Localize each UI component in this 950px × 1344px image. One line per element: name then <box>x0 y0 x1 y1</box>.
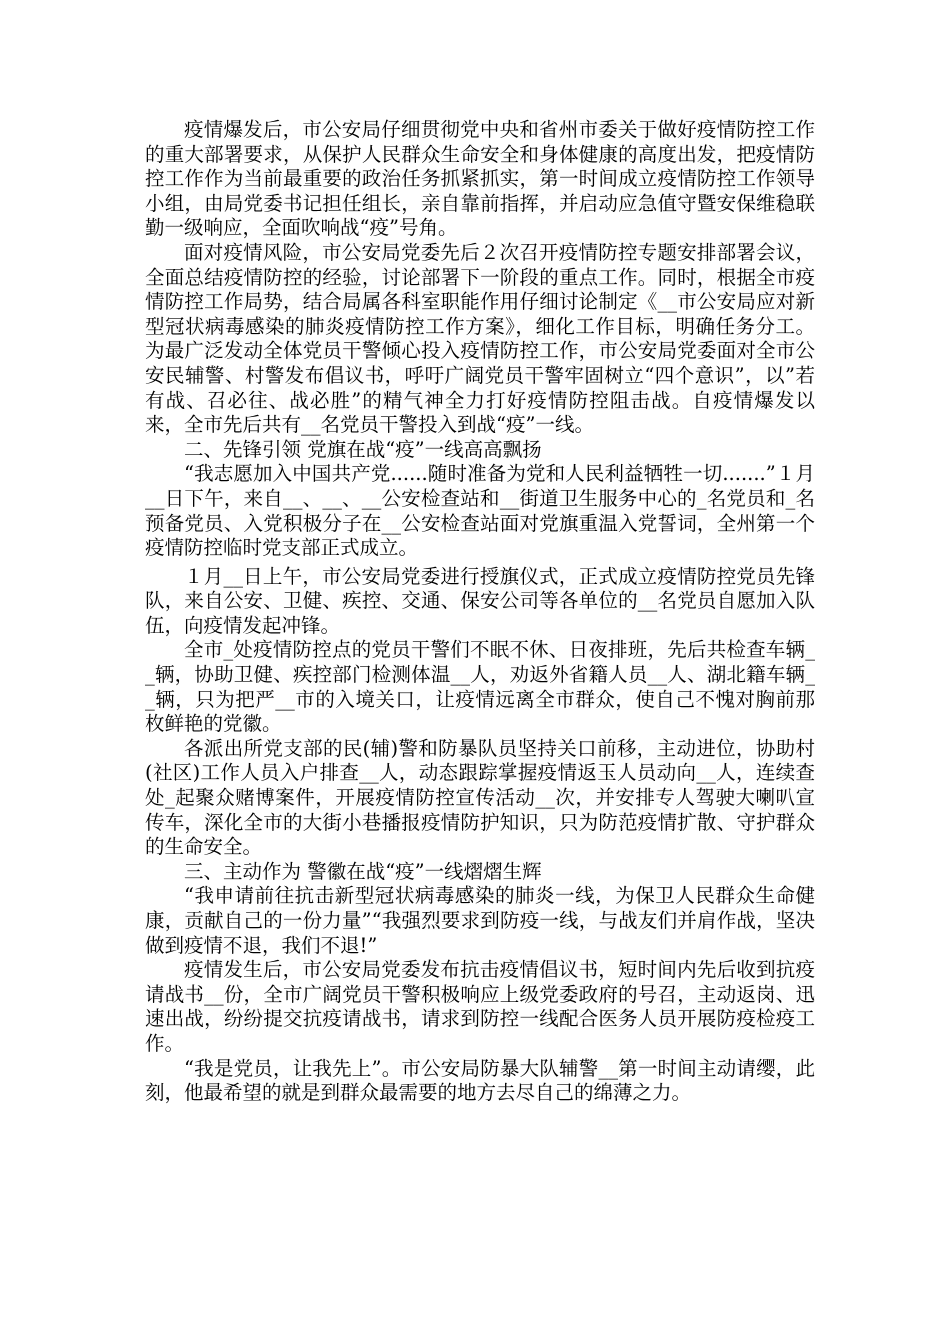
document-body <box>145 118 815 1106</box>
paragraph-petitions: 疫情发生后，市公安局党委发布抗击疫情倡议书，短时间内先后收到抗疫请战书__份，全市广阔党员干警积极响应上级党委政府的号召，主动返岗、迅速出战，纷纷提交抗疫请战书，请求到防控一线配合医务人员开展防疫检疫工作。 <box>145 958 815 1055</box>
paragraph-outbreak-response: 疫情爆发后，市公安局仔细贯彻党中央和省州市委关于做好疫情防控工作的重大部署要求，从保护人民群众生命安全和身体健康的高度出发，把疫情防控工作作为当前最重要的政治任务抓紧抓实，第一时间成立疫情防控工作领导小组，由局党委书记担任组长，亲自靠前指挥，并启动应急值守暨安保维稳联勤一级响应，全面吹响战“疫”号角。 <box>145 118 815 240</box>
paragraph-police-stations: 各派出所党支部的民(辅)警和防暴队员坚持关口前移，主动进位，协助村(社区)工作人员入户排查__人，动态跟踪掌握疫情返玉人员动向__人，连续查处_起聚众赌博案件，开展疫情防控宣传活动__次，并安排专人驾驶大喇叭宣传车，深化全市的大街小巷播报疫情防护知识，只为防范疫情扩散、守护群众的生命安全。 <box>145 736 815 859</box>
paragraph-auxiliary-police: “我是党员，让我先上”。市公安局防暴大队辅警__第一时间主动请缨，此刻，他最希望的就是到群众最需要的地方去尽自己的绵薄之力。 <box>145 1056 815 1105</box>
paragraph-checkpoints: 全市_处疫情防控点的党员干警们不眠不休、日夜排班，先后共检查车辆__辆，协助卫健、疾控部门检测体温__人，劝返外省籍人员__人、湖北籍车辆__辆，只为把严__市的入境关口，让疫情远离全市群众，使自己不愧对胸前那枚鲜艳的党徽。 <box>145 638 815 736</box>
section-heading-3: 三、主动作为 警徽在战“疫”一线熠熠生辉 <box>184 859 542 883</box>
section-heading-2: 二、先锋引领 党旗在战“疫”一线高高飘扬 <box>184 437 542 461</box>
paragraph-volunteer-quote: “我申请前往抗击新型冠状病毒感染的肺炎一线，为保卫人民群众生命健康，贡献自己的一份力量”“我强烈要求到防疫一线，与战友们并肩作战，坚决做到疫情不退，我们不退!” <box>145 884 815 957</box>
paragraph-party-oath: “我志愿加入中国共产党......随时准备为党和人民利益牺牲一切.......”１月__日下午，来自__、__、__公安检查站和__街道卫生服务中心的_名党员和_名预备党员、入党积极分子在__公安检查站面对党旗重温入党誓词，全州第一个疫情防控临时党支部正式成立。 <box>145 462 815 560</box>
paragraph-flag-ceremony: １月__日上午，市公安局党委进行授旗仪式，正式成立疫情防控党员先锋队，来自公安、卫健、疾控、交通、保安公司等各单位的__名党员自愿加入队伍，向疫情发起冲锋。 <box>145 564 815 637</box>
paragraph-risk-deployment: 面对疫情风险，市公安局党委先后２次召开疫情防控专题安排部署会议，全面总结疫情防控的经验，讨论部署下一阶段的重点工作。同时，根据全市疫情防控工作局势，结合局属各科室职能作用仔细讨论制定《__市公安局应对新型冠状病毒感染的肺炎疫情防控工作方案》，细化工作目标，明确任务分工。为最广泛发动全体党员干警倾心投入疫情防控工作，市公安局党委面对全市公安民辅警、村警发布倡议书，呼吁广阔党员干警牢固树立“四个意识”，以”若有战、召必往、战必胜”的精气神全力打好疫情防控阻击战。自疫情爆发以来，全市先后共有__名党员干警投入到战“疫”一线。 <box>145 240 815 437</box>
